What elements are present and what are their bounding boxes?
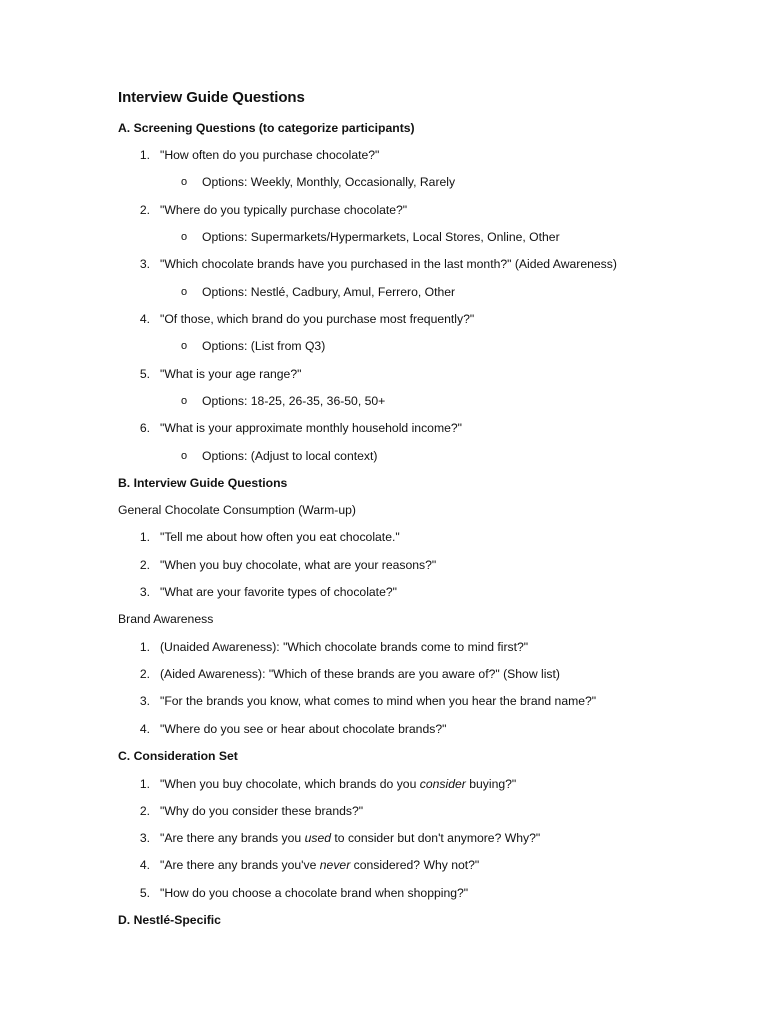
emphasized-word: never: [319, 858, 351, 872]
question-text: "Where do you typically purchase chocolate?": [160, 203, 408, 217]
question-text: "Where do you see or hear about chocolate brands?": [160, 722, 447, 736]
item-number: 1.: [139, 530, 150, 544]
emphasized-word: used: [304, 831, 332, 845]
question-text: "Why do you consider these brands?": [160, 804, 364, 818]
item-number: 2.: [139, 667, 150, 681]
item-number: 4.: [139, 312, 150, 326]
option-text: Options: (List from Q3): [202, 339, 326, 353]
question-text-end: buying?": [465, 777, 517, 791]
circle-bullet-icon: o: [181, 231, 188, 243]
question-text-end: to consider but don't anymore? Why?": [331, 831, 541, 845]
question-text-end: considered? Why not?": [350, 858, 480, 872]
question-text: [160, 776, 516, 792]
question-text: "What is your age range?": [160, 367, 302, 381]
question-text: (Aided Awareness): "Which of these brands are you aware of?" (Show list): [160, 667, 560, 681]
option-text: Options: Weekly, Monthly, Occasionally, Rarely: [202, 175, 456, 189]
question-text: [160, 857, 479, 873]
section-b-heading: B. Interview Guide Questions: [118, 476, 288, 490]
option-text: Options: Nestlé, Cadbury, Amul, Ferrero, Other: [202, 285, 456, 299]
question-text: "Tell me about how often you eat chocolate.": [160, 530, 400, 544]
question-text: "When you buy chocolate, what are your reasons?": [160, 558, 437, 572]
subsection-warmup-heading: General Chocolate Consumption (Warm-up): [118, 503, 356, 517]
section-d-heading: D. Nestlé-Specific: [118, 913, 221, 927]
question-text: [160, 830, 540, 846]
subsection-brand-awareness-heading: Brand Awareness: [118, 612, 214, 626]
item-number: 2.: [139, 558, 150, 572]
question-text-start: "When you buy chocolate, which brands do you: [160, 777, 420, 791]
question-text-start: "Are there any brands you've: [160, 858, 320, 872]
circle-bullet-icon: o: [181, 176, 188, 188]
circle-bullet-icon: o: [181, 340, 188, 352]
item-number: 1.: [139, 777, 150, 791]
question-text: "Which chocolate brands have you purchased in the last month?" (Aided Awareness): [160, 257, 617, 271]
item-number: 2.: [139, 804, 150, 818]
item-number: 6.: [139, 421, 150, 435]
emphasized-word: consider: [419, 777, 466, 791]
item-number: 3.: [139, 257, 150, 271]
item-number: 3.: [139, 585, 150, 599]
question-text: "What are your favorite types of chocolate?": [160, 585, 397, 599]
section-c-heading: C. Consideration Set: [118, 749, 238, 763]
item-number: 3.: [139, 831, 150, 845]
option-text: Options: Supermarkets/Hypermarkets, Local Stores, Online, Other: [202, 230, 560, 244]
option-text: Options: 18-25, 26-35, 36-50, 50+: [202, 394, 386, 408]
item-number: 2.: [139, 203, 150, 217]
item-number: 1.: [139, 640, 150, 654]
item-number: 3.: [139, 694, 150, 708]
section-a-heading: A. Screening Questions (to categorize participants): [118, 121, 415, 135]
question-text: "How often do you purchase chocolate?": [160, 148, 380, 162]
question-text: "Of those, which brand do you purchase most frequently?": [160, 312, 475, 326]
circle-bullet-icon: o: [181, 395, 188, 407]
circle-bullet-icon: o: [181, 286, 188, 298]
item-number: 4.: [139, 722, 150, 736]
question-text: (Unaided Awareness): "Which chocolate brands come to mind first?": [160, 640, 529, 654]
question-text-start: "Are there any brands you: [160, 831, 305, 845]
question-text: "What is your approximate monthly household income?": [160, 421, 462, 435]
option-text: Options: (Adjust to local context): [202, 449, 378, 463]
document-title: Interview Guide Questions: [118, 89, 305, 106]
item-number: 4.: [139, 858, 150, 872]
item-number: 1.: [139, 148, 150, 162]
circle-bullet-icon: o: [181, 450, 188, 462]
item-number: 5.: [139, 367, 150, 381]
question-text: "How do you choose a chocolate brand when shopping?": [160, 886, 469, 900]
item-number: 5.: [139, 886, 150, 900]
question-text: "For the brands you know, what comes to mind when you hear the brand name?": [160, 694, 597, 708]
